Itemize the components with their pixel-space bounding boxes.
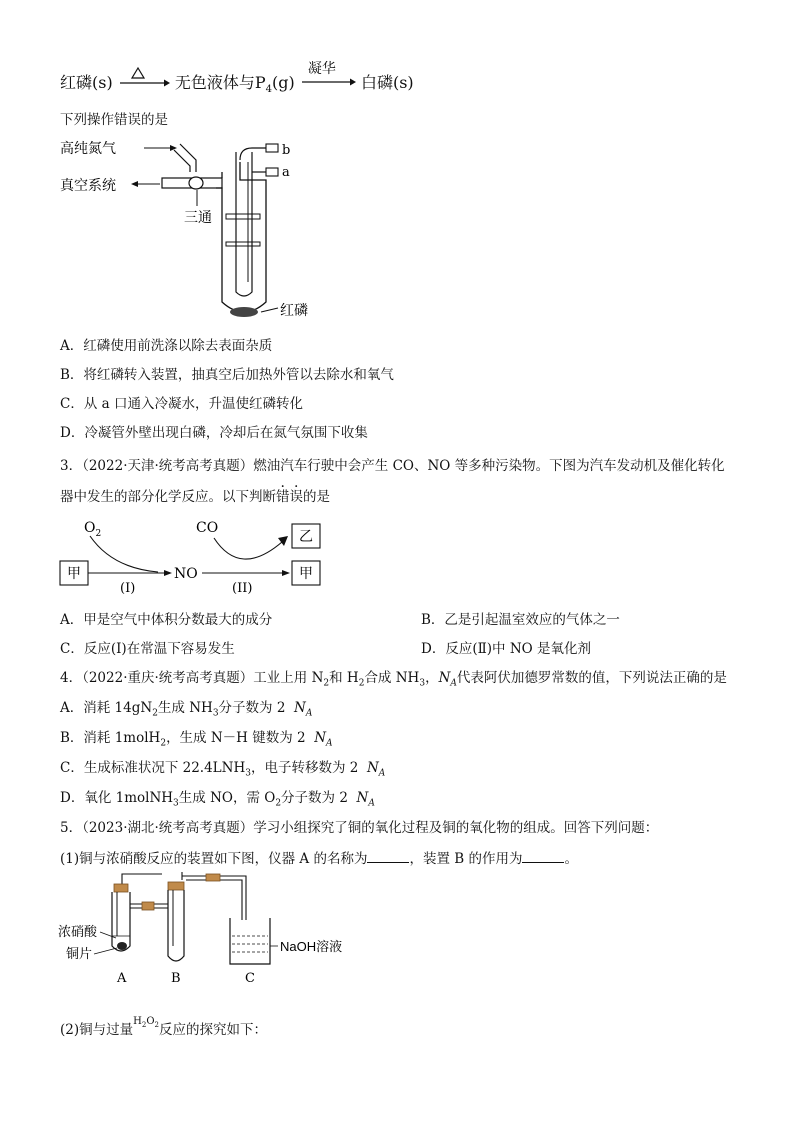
copper-nitric-apparatus (56, 872, 356, 988)
stopper-a (114, 884, 128, 892)
q5-part1: (1)铜与浓硝酸反应的装置如下图，仪器 A 的名称为 ，装置 B 的作用为 。 (60, 848, 578, 869)
sublimation-label: 凝华 (307, 61, 336, 77)
red-phosphorus (230, 307, 258, 317)
emphasis-char: 错 (276, 489, 290, 505)
label-a: A (117, 971, 127, 986)
heat-arrow (118, 66, 170, 92)
q4-stem: 4．（2022·重庆·统考高考真题）工业上用 $N_2$和 $H_2$合成 $NH_3$，$N_A$代表阿伏加德罗常数的值，下列说法正确的是 (60, 670, 727, 689)
no-label: NO (174, 566, 198, 582)
port-b-label: b (282, 143, 291, 158)
eq-product: 白磷(s) (360, 73, 414, 92)
naoh-label: NaOH溶液 (280, 939, 343, 954)
o2-label: $O_2$ (84, 520, 102, 539)
q3-option-c: C．反应(Ⅰ)在常温下容易发生 (60, 641, 235, 657)
question-stem: 下列操作错误的是 (60, 112, 168, 128)
q3-option-d: D．反应(Ⅱ)中 NO 是氧化剂 (421, 641, 591, 657)
step-two-label: (II) (232, 581, 253, 596)
q4-option-d: D．氧化 1molNH$_3$生成 NO，需 $O_2$分子数为 2 $N_A$ (60, 790, 375, 809)
q4-option-a: A．消耗 $14gN_2$生成 $NH_3$分子数为 2 $N_A$ (60, 700, 313, 719)
tee-label: 三通 (184, 210, 212, 226)
box-jia-right-text: 甲 (299, 566, 313, 582)
q5-stem: 5．（2023·湖北·统考高考真题）学习小组探究了铜的氧化过程及铜的氧化物的组成。回答下列问题： (60, 820, 659, 836)
copper-label: 铜片 (66, 947, 93, 962)
q4-option-c: C．生成标准状况下 $22.4LNH_3$，电子转移数为 2 $N_A$ (60, 760, 386, 779)
reaction-equation (60, 61, 414, 102)
option-c: C．从 a 口通入冷凝水，升温使红磷转化 (60, 396, 303, 412)
box-jia-left-text: 甲 (67, 566, 81, 582)
vacuum-label: 真空系统 (60, 178, 116, 194)
heat-symbol (132, 68, 144, 78)
eq-reactant: 红磷(s) (60, 73, 113, 92)
box-yi-text: 乙 (299, 529, 313, 545)
copper-piece (117, 942, 127, 950)
label-c: C (245, 971, 255, 986)
q4-option-b: B．消耗 1molH$_2$，生成 N－H 键数为 2 $N_A$ (60, 730, 333, 749)
emphasis-char: 误 (289, 489, 303, 505)
answer-blank[interactable] (367, 848, 409, 863)
label-b: B (171, 971, 181, 986)
nitrogen-label: 高纯氮气 (60, 141, 116, 157)
acid-label: 浓硝酸 (58, 925, 98, 940)
eq-intermediate: 无色液体与$P_4(g)$ (174, 73, 295, 96)
option-d: D．冷凝管外壁出现白磷，冷却后在氮气氛围下收集 (60, 425, 368, 441)
h2o2-formula: H2O2 (133, 1016, 159, 1029)
option-a: A．红磷使用前洗涤以除去表面杂质 (60, 338, 273, 354)
q3-stem-line1: 3．（2022·天津·统考高考真题）燃油汽车行驶中会产生 CO、NO 等多种污染物。下图为汽车发动机及催化转化 (60, 458, 725, 474)
co-label: CO (196, 520, 219, 536)
port-a-label: a (282, 165, 290, 180)
q5-part2: (2)铜与过量$^{H_2O_2}$反应的探究如下： (60, 1016, 267, 1038)
option-b: B．将红磷转入装置，抽真空后加热外管以去除水和氧气 (60, 367, 394, 383)
red-phosphorus-label: 红磷 (280, 303, 308, 319)
phosphorus-apparatus (56, 132, 316, 328)
three-way-valve (189, 177, 203, 189)
q3-option-b: B．乙是引起温室效应的气体之一 (421, 612, 620, 628)
beaker-c (230, 918, 270, 964)
q3-option-a: A．甲是空气中体积分数最大的成分 (60, 612, 273, 628)
stopper-b (168, 882, 184, 890)
q3-stem-line2: 器中发生的部分化学反应。以下判断错误的是 (60, 489, 330, 505)
answer-blank[interactable] (522, 848, 564, 863)
reaction-scheme-diagram (56, 512, 356, 598)
step-one-label: (I) (120, 581, 136, 596)
tube-b (168, 890, 184, 961)
